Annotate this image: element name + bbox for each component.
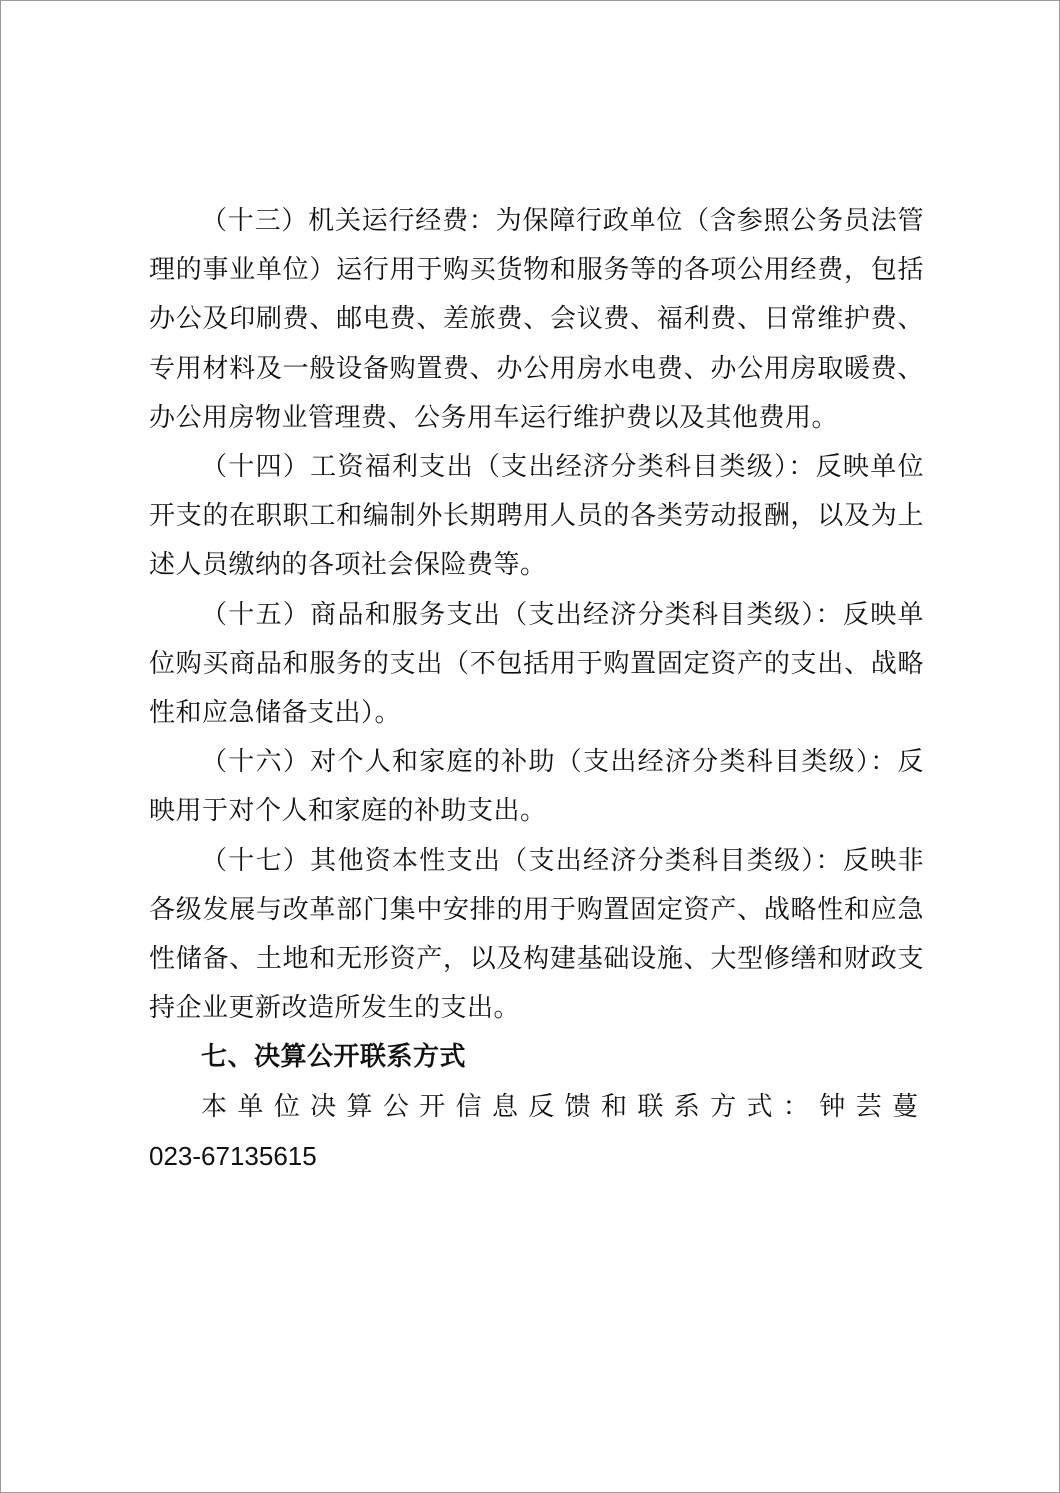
paragraph-13: （十三）机关运行经费：为保障行政单位（含参照公务员法管理的事业单位）运行用于购买货物和服务等的各项公用经费，包括办公及印刷费、邮电费、差旅费、会议费、福利费、日常维护费、专用材料及一般设备购置费、办公用房水电费、办公用房取暖费、办公用房物业管理费、公务用车运行维护费以及其他费用。 [149, 206, 924, 433]
contact-phone: 023-67135615 [149, 1140, 317, 1171]
paragraph-17: （十七）其他资本性支出（支出经济分类科目类级）：反映非各级发展与改革部门集中安排的用于购置固定资产、战略性和应急性储备、土地和无形资产，以及构建基础设施、大型修缮和财政支持企业更新改造所发生的支出。 [149, 845, 924, 1024]
contact-text: 本单位决算公开信息反馈和联系方式：钟芸蔓 [201, 1091, 924, 1122]
paragraph-14: （十四）工资福利支出（支出经济分类科目类级）：反映单位开支的在职职工和编制外长期聘用人员的各类劳动报酬，以及为上述人员缴纳的各项社会保险费等。 [149, 452, 924, 581]
paragraph-16: （十六）对个人和家庭的补助（支出经济分类科目类级）：反映用于对个人和家庭的补助支出。 [149, 747, 924, 827]
section-heading: 七、决算公开联系方式 [201, 1042, 467, 1073]
paragraph-15: （十五）商品和服务支出（支出经济分类科目类级）：反映单位购买商品和服务的支出（不包括用于购置固定资产的支出、战略性和应急储备支出）。 [149, 599, 924, 729]
document-body [149, 197, 924, 1181]
